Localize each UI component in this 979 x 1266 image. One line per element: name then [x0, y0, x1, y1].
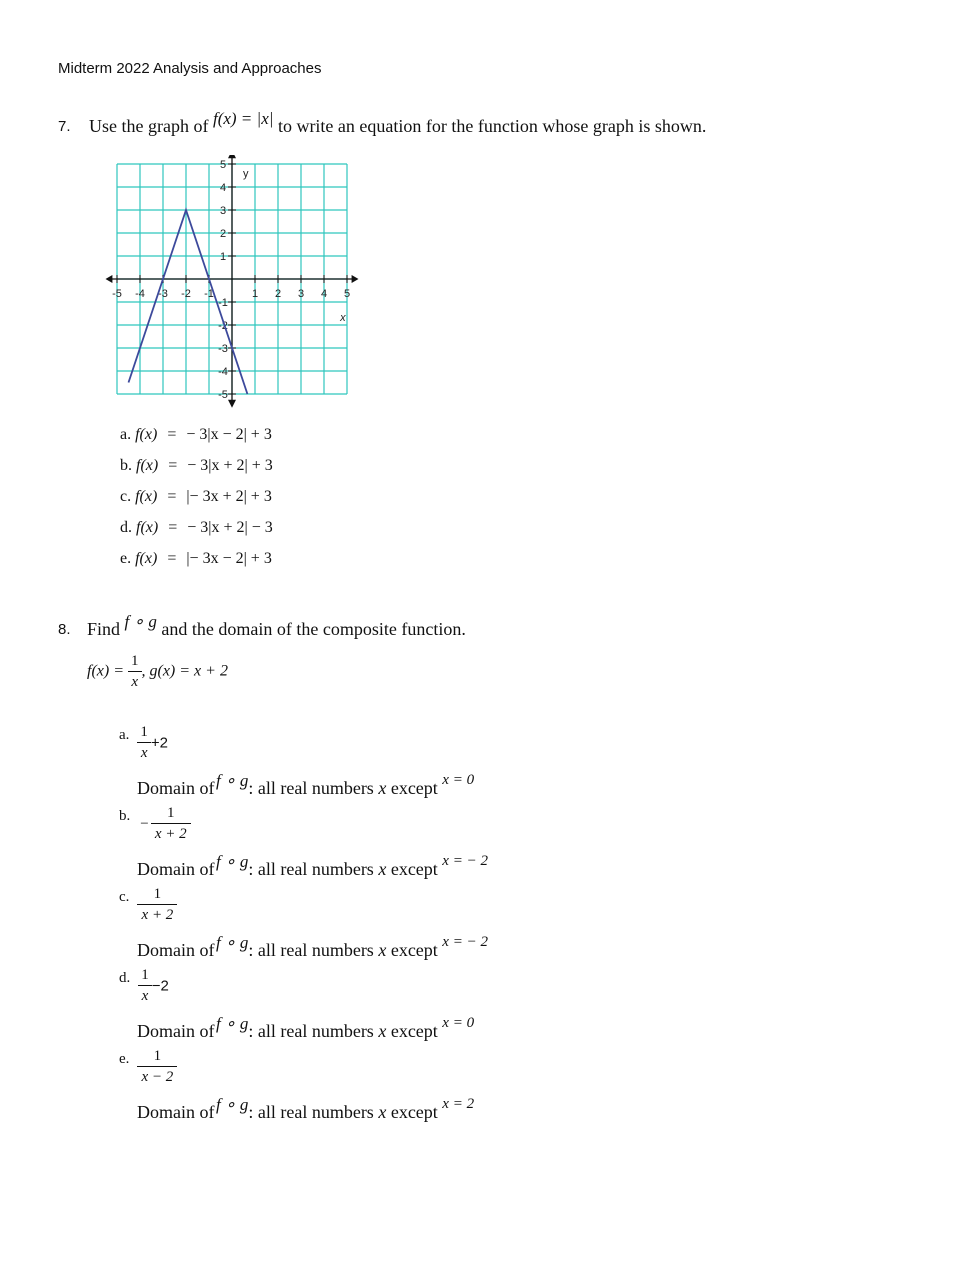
q8-def-f-lhs: f(x) = [87, 662, 124, 680]
y-tick-label: -1 [218, 297, 228, 309]
y-axis-arrow-down [228, 400, 236, 408]
y-tick-label: 4 [219, 182, 227, 194]
q8-option-domain [137, 852, 488, 880]
q8-option-prefix: − [140, 815, 149, 832]
q7-option[interactable] [120, 550, 272, 568]
q8-domain-except: except [390, 1021, 438, 1041]
q8-domain-prefix: Domain of [137, 1021, 215, 1041]
q8-option-num: 1 [141, 967, 149, 983]
q8-option-domain [137, 933, 488, 961]
q7-option-equals: = [168, 457, 178, 474]
q8-domain-var: x [378, 940, 387, 960]
q8-option[interactable] [119, 725, 168, 761]
q8-option-num: 1 [166, 805, 175, 821]
q7-number: 7. [58, 118, 71, 135]
q8-domain-prefix: Domain of [137, 940, 215, 960]
x-tick-label: 4 [320, 288, 328, 300]
q7-option-equals: = [167, 550, 177, 567]
q7-text-after: to write an equation for the function whose graph is shown. [277, 116, 707, 136]
q8-option-suffix: +2 [150, 734, 169, 752]
x-tick-label: 5 [343, 288, 351, 300]
q7-option[interactable] [120, 519, 273, 537]
q8-option-num: 1 [153, 886, 162, 902]
q8-domain-except: except [390, 1102, 438, 1122]
q8-option-num: 1 [140, 724, 148, 740]
q7-option-equals: = [167, 426, 177, 443]
q8-option[interactable] [119, 968, 169, 1004]
q7-option-label: b. [120, 457, 132, 474]
q8-option-domain [137, 771, 475, 799]
q8-domain-value: x = 0 [442, 1015, 475, 1031]
q8-option-den: x + 2 [151, 823, 191, 842]
y-tick-label: 5 [219, 159, 227, 171]
q8-domain-value: x = 2 [442, 1096, 475, 1112]
q8-option-den: x [138, 985, 152, 1004]
page-header: Midterm 2022 Analysis and Approaches [58, 60, 322, 77]
x-tick-label: -2 [181, 288, 191, 300]
q8-option-domain [137, 1014, 475, 1042]
q7-option-rhs: |− 3x − 2| + 3 [186, 550, 272, 567]
q8-option-fraction [151, 806, 191, 842]
y-tick-label: 1 [219, 251, 227, 263]
q7-option-rhs: |− 3x + 2| + 3 [186, 488, 272, 505]
q7-option-lhs: f(x) [135, 488, 158, 505]
q8-option-suffix: −2 [151, 977, 169, 995]
q8-definition [87, 654, 228, 690]
q7-option-rhs: − 3|x − 2| + 3 [186, 426, 272, 443]
q8-option-domain [137, 1095, 475, 1123]
q8-domain-composite: f ∘ g [215, 933, 249, 952]
q7-option[interactable] [120, 457, 273, 475]
x-tick-label: 2 [274, 288, 282, 300]
q8-composite: f ∘ g [124, 612, 157, 631]
q7-option-equals: = [168, 519, 178, 536]
q8-domain-value: x = − 2 [442, 853, 488, 869]
q8-prompt [87, 612, 466, 640]
q8-domain-composite: f ∘ g [215, 1095, 249, 1114]
x-tick-label: 1 [251, 288, 259, 300]
y-tick-label: -5 [218, 389, 228, 401]
q8-domain-prefix: Domain of [137, 778, 215, 798]
q7-given-function: f(x) = |x| [212, 109, 274, 128]
q8-option[interactable] [119, 887, 177, 923]
y-tick-label: -4 [218, 366, 228, 378]
q8-domain-composite: f ∘ g [215, 771, 249, 790]
q7-graph-axes [106, 155, 359, 408]
q8-option-label: b. [119, 808, 131, 824]
q7-text-before: Use the graph of [89, 116, 209, 136]
q8-domain-value: x = − 2 [442, 934, 488, 950]
q8-option-fraction [137, 1049, 177, 1085]
y-axis-label: y [243, 168, 249, 180]
x-tick-label: -4 [135, 288, 145, 300]
q8-option-fraction [138, 968, 152, 1004]
q8-number: 8. [58, 621, 71, 638]
q8-option-den: x − 2 [137, 1066, 177, 1085]
q8-def-f-num: 1 [131, 653, 139, 669]
q8-option-label: c. [119, 889, 130, 905]
q8-domain-mid: : all real numbers [248, 1021, 374, 1041]
q7-option-label: e. [120, 550, 132, 567]
q7-option-rhs: − 3|x + 2| + 3 [187, 457, 273, 474]
x-axis-arrow-left [106, 275, 113, 283]
q8-text-after: and the domain of the composite function. [161, 619, 466, 639]
x-axis-arrow-right [352, 275, 359, 283]
q7-option[interactable] [120, 488, 272, 506]
q7-graph-tick-labels [112, 159, 350, 401]
q7-option[interactable] [120, 426, 272, 444]
q8-domain-except: except [390, 859, 438, 879]
q7-option-label: d. [120, 519, 132, 536]
q7-option-equals: = [167, 488, 177, 505]
q8-domain-mid: : all real numbers [248, 1102, 374, 1122]
q8-domain-composite: f ∘ g [215, 1014, 249, 1033]
q8-domain-mid: : all real numbers [248, 778, 374, 798]
q8-option-fraction [137, 887, 177, 923]
q8-option-label: d. [119, 970, 131, 986]
q7-option-rhs: − 3|x + 2| − 3 [187, 519, 273, 536]
q7-option-lhs: f(x) [136, 519, 159, 536]
q8-domain-mid: : all real numbers [248, 940, 374, 960]
q8-domain-composite: f ∘ g [215, 852, 249, 871]
q8-domain-value: x = 0 [442, 772, 475, 788]
q7-option-lhs: f(x) [136, 457, 159, 474]
y-tick-label: -2 [218, 320, 228, 332]
x-tick-label: -3 [158, 288, 168, 300]
x-tick-label: 3 [297, 288, 305, 300]
q7-option-label: c. [120, 488, 132, 505]
q7-option-label: a. [120, 426, 132, 443]
x-tick-label: -1 [204, 288, 214, 300]
q8-option[interactable] [119, 1049, 177, 1085]
q7-graph [105, 155, 365, 410]
q8-domain-var: x [378, 1021, 387, 1041]
q8-domain-prefix: Domain of [137, 859, 215, 879]
q8-domain-prefix: Domain of [137, 1102, 215, 1122]
q8-domain-var: x [378, 859, 387, 879]
y-tick-label: 2 [219, 228, 227, 240]
q7-prompt [89, 109, 707, 137]
y-tick-label: 3 [219, 205, 227, 217]
q8-option-den: x + 2 [137, 904, 177, 923]
q8-domain-var: x [378, 778, 387, 798]
y-axis-arrow-up [228, 155, 236, 158]
q8-option-den: x [137, 742, 151, 761]
q8-option-num: 1 [153, 1048, 162, 1064]
q8-def-f-fraction [128, 654, 142, 690]
q8-text-before: Find [87, 619, 121, 639]
q8-domain-var: x [378, 1102, 387, 1122]
q8-option-fraction [137, 725, 151, 761]
q7-option-lhs: f(x) [135, 550, 158, 567]
q7-option-lhs: f(x) [135, 426, 158, 443]
y-tick-label: -3 [218, 343, 228, 355]
q8-domain-except: except [390, 940, 438, 960]
q8-domain-except: except [390, 778, 438, 798]
q8-option-label: a. [119, 727, 130, 743]
q8-def-f-den: x [128, 671, 142, 690]
x-axis-label: x [340, 312, 346, 324]
x-tick-label: -5 [112, 288, 122, 300]
q8-option-label: e. [119, 1051, 130, 1067]
q8-option[interactable] [119, 806, 191, 842]
q8-domain-mid: : all real numbers [248, 859, 374, 879]
q8-def-g: , g(x) = x + 2 [141, 662, 228, 680]
